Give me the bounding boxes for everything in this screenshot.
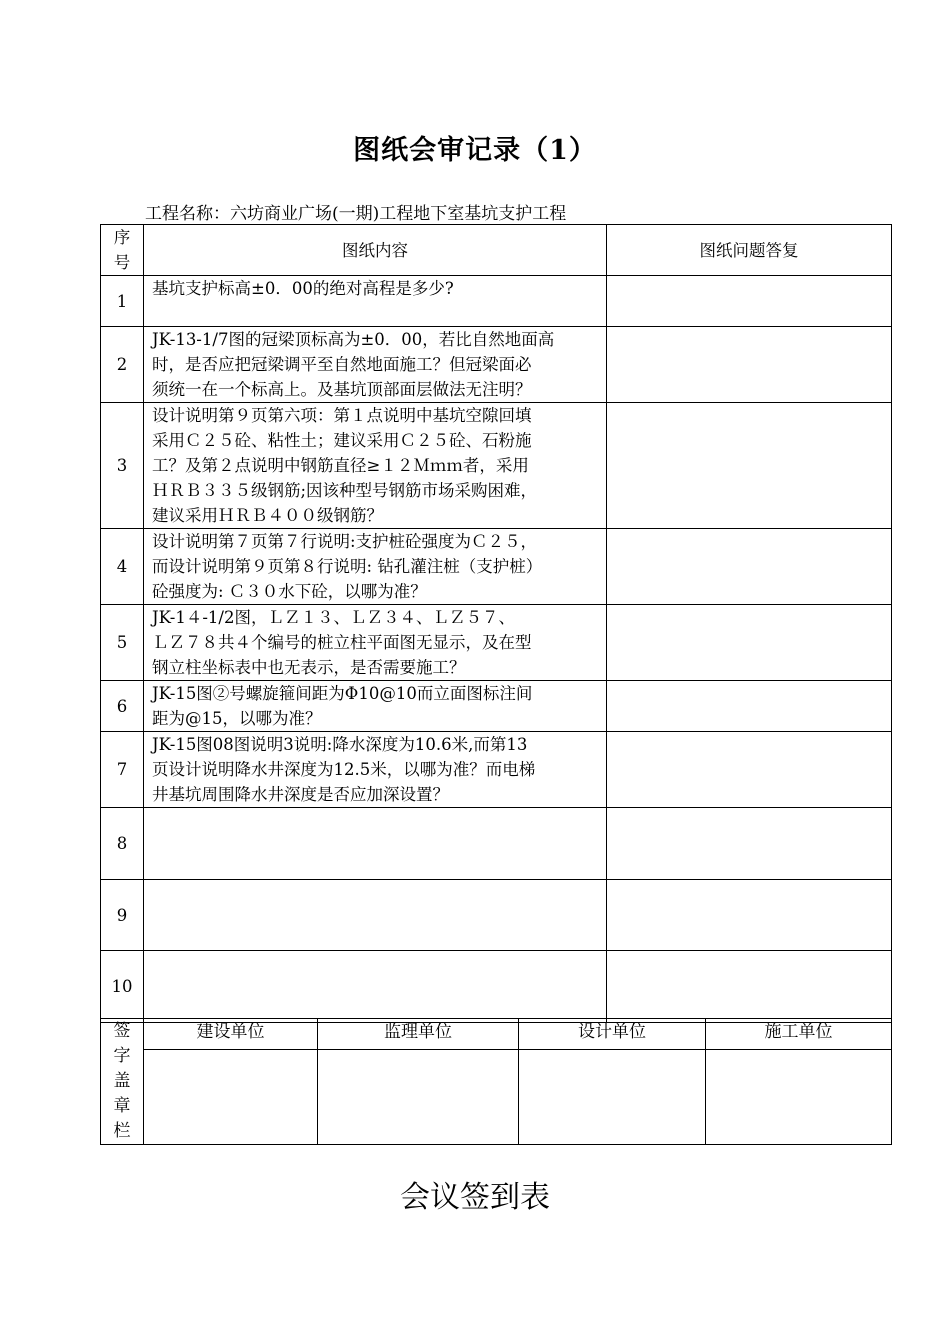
review-record-table [100, 224, 892, 1023]
unit-owner: 建设单位 [144, 1019, 318, 1050]
row-content: 设计说明第７页第７行说明:支护桩砼强度为Ｃ２５， 而设计说明第９页第８行说明: 钻孔灌注桩（支护桩） 砼强度为: Ｃ３０水下砼，以哪为准？ [144, 529, 607, 605]
row-reply[interactable] [607, 732, 892, 808]
row-reply[interactable] [607, 529, 892, 605]
row-number: 2 [101, 327, 144, 403]
row-reply[interactable] [607, 951, 892, 1023]
table-row [101, 276, 892, 327]
row-reply[interactable] [607, 327, 892, 403]
table-row [101, 732, 892, 808]
unit-designer: 设计单位 [519, 1019, 706, 1050]
row-number: 7 [101, 732, 144, 808]
row-number: 9 [101, 880, 144, 951]
header-index: 序 号 [101, 225, 144, 276]
row-reply[interactable] [607, 681, 892, 732]
table-row [101, 605, 892, 681]
unit-contractor: 施工单位 [706, 1019, 892, 1050]
row-number: 8 [101, 808, 144, 880]
row-content: JK-15图08图说明3说明:降水深度为10.6米,而第13 页设计说明降水井深度为12.5米，以哪为准？而电梯 井基坑周围降水井深度是否应加深设置？ [144, 732, 607, 808]
row-content[interactable] [144, 880, 607, 951]
signin-sheet-title: 会议签到表 [400, 1180, 550, 1215]
row-content[interactable] [144, 951, 607, 1023]
table-row [101, 808, 892, 880]
table-row [101, 403, 892, 529]
row-number: 4 [101, 529, 144, 605]
row-content: 基坑支护标高±0．00的绝对高程是多少? [144, 276, 607, 327]
row-content: 设计说明第９页第六项：第１点说明中基坑空隙回填 采用Ｃ２５砼、粘性土；建议采用Ｃ２５砼、石粉施 工？及第２点说明中钢筋直径≥１２Ｍｍｍ者，采用 ＨＲＢ３３５级钢筋;因该种型号钢筋市场采购困难， 建议采用ＨＲＢ４００级钢筋？ [144, 403, 607, 529]
table-row [101, 681, 892, 732]
unit-supervisor: 监理单位 [318, 1019, 519, 1050]
project-name: 工程名称：六坊商业广场(一期)工程地下室基坑支护工程 [145, 204, 567, 224]
signature-box-designer[interactable] [519, 1050, 706, 1145]
row-number: 1 [101, 276, 144, 327]
page-title: 图纸会审记录（1） [353, 135, 597, 166]
row-reply[interactable] [607, 605, 892, 681]
signature-label: 签 字 盖 章 栏 [101, 1019, 144, 1145]
row-number: 3 [101, 403, 144, 529]
signature-box-supervisor[interactable] [318, 1050, 519, 1145]
header-reply: 图纸问题答复 [607, 225, 892, 276]
row-reply[interactable] [607, 276, 892, 327]
table-row [101, 529, 892, 605]
row-content: JK-15图②号螺旋箍间距为Φ10@10而立面图标注间 距为@15，以哪为准？ [144, 681, 607, 732]
row-reply[interactable] [607, 808, 892, 880]
row-content: JK-13-1/7图的冠梁顶标高为±0．00，若比自然地面高 时，是否应把冠梁调平至自然地面施工？但冠梁面必 须统一在一个标高上。及基坑顶部面层做法无注明？ [144, 327, 607, 403]
signature-box-owner[interactable] [144, 1050, 318, 1145]
table-header-row [101, 225, 892, 276]
row-content[interactable] [144, 808, 607, 880]
table-row [101, 880, 892, 951]
row-number: 6 [101, 681, 144, 732]
signature-box-contractor[interactable] [706, 1050, 892, 1145]
row-reply[interactable] [607, 880, 892, 951]
header-content: 图纸内容 [144, 225, 607, 276]
table-row [101, 951, 892, 1023]
row-number: 5 [101, 605, 144, 681]
signature-table [100, 1018, 892, 1145]
row-number: 10 [101, 951, 144, 1023]
row-reply[interactable] [607, 403, 892, 529]
row-content: JK-1４-1/2图，ＬＺ１３、ＬＺ３４、ＬＺ５７、 ＬＺ７８共４个编号的桩立柱平面图无显示，及在型 钢立柱坐标表中也无表示，是否需要施工？ [144, 605, 607, 681]
table-row [101, 327, 892, 403]
